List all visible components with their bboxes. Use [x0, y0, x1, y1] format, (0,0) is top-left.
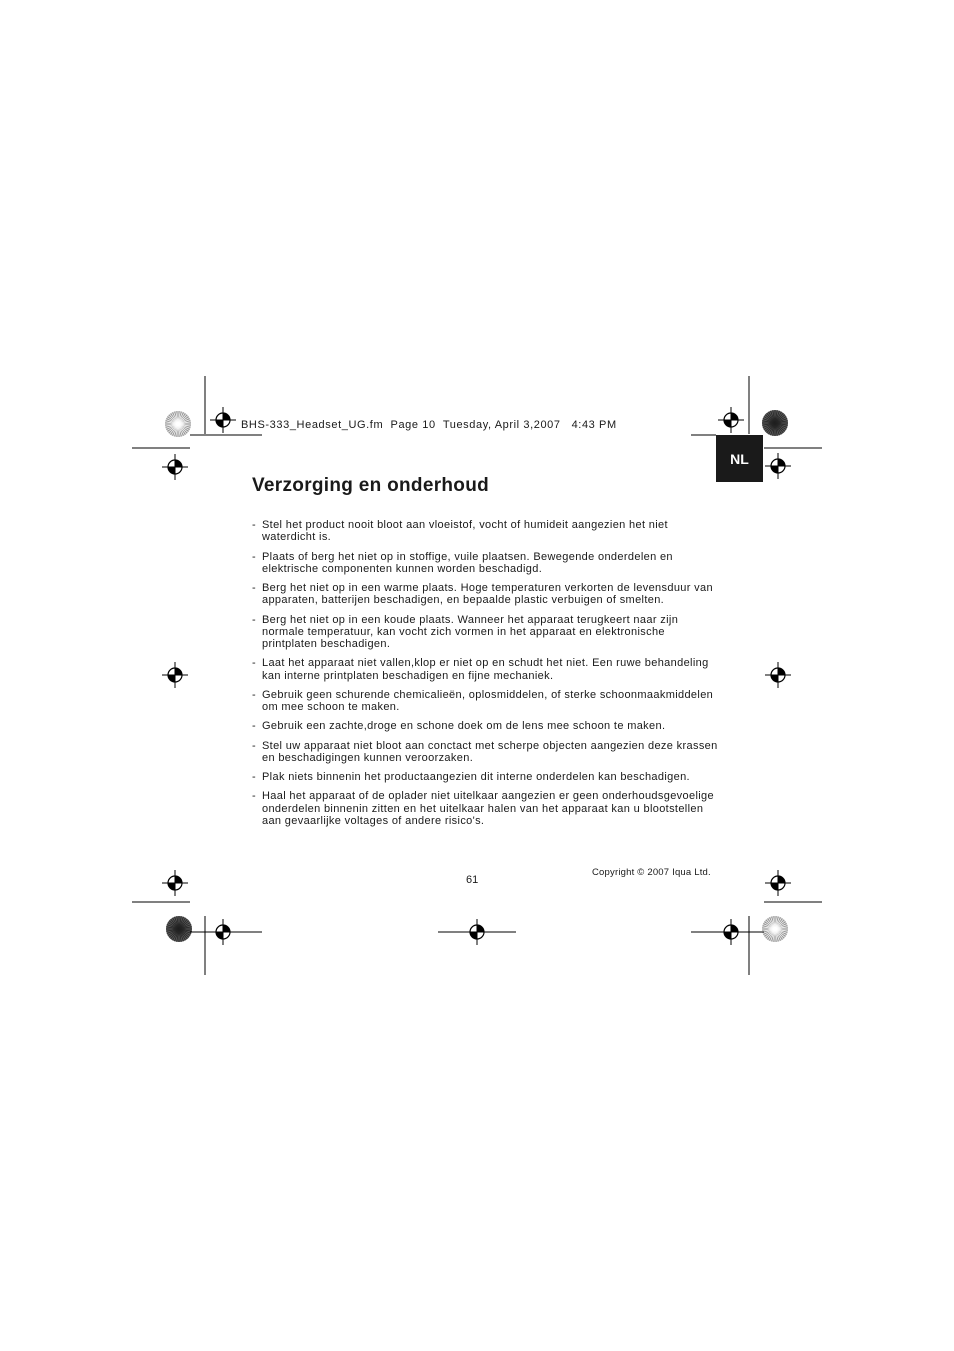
- care-instructions-list: [252, 519, 722, 834]
- list-dash: -: [252, 771, 257, 783]
- list-dash: -: [252, 550, 257, 563]
- list-item-text: Plaats of berg het niet op in stoffige, vuile plaatsen. Bewegende onderdelen en elektrische componenten kunnen worden beschadigd.: [262, 550, 673, 575]
- list-item-text: Stel uw apparaat niet bloot aan conctact met scherpe objecten aangezien deze krassen en beschadigingen kunnen veroorzaken.: [262, 739, 718, 764]
- registration-target-icon: [162, 870, 188, 896]
- list-dash: -: [252, 657, 257, 670]
- list-dash: -: [252, 790, 257, 803]
- list-item-text: Stel het product nooit bloot aan vloeistof, vocht of humideit aangezien het niet waterdicht is.: [262, 519, 668, 544]
- registration-target-icon: [765, 662, 791, 688]
- color-starburst-icon: [762, 410, 788, 436]
- color-starburst-icon: [762, 916, 788, 942]
- registration-target-icon: [162, 454, 188, 480]
- list-dash: -: [252, 720, 257, 733]
- list-item: [252, 657, 722, 682]
- list-item-text: Haal het apparaat of de oplader niet uitelkaar aangezien er geen onderhoudsgevoelige onderdelen binnenin zitten en het uitelkaar halen van het apparaat kan u blootstellen aan gevaarlijke voltages of andere risico's.: [262, 790, 714, 827]
- list-item-text: Gebruik een zachte,droge en schone doek om de lens mee schoon te maken.: [262, 720, 666, 733]
- page-title: Verzorging en onderhoud: [252, 475, 490, 496]
- list-item: [252, 614, 722, 651]
- copyright-notice: Copyright © 2007 Iqua Ltd.: [592, 867, 711, 878]
- color-starburst-icon: [166, 916, 192, 942]
- list-item: [252, 582, 722, 607]
- list-item: [252, 720, 722, 732]
- list-item: [252, 689, 722, 714]
- registration-target-icon: [210, 407, 236, 433]
- list-item: [252, 790, 722, 827]
- list-item-text: Gebruik geen schurende chemicalieën, oplosmiddelen, of sterke schoonmaakmiddelen om mee schoon te maken.: [262, 688, 714, 714]
- registration-target-icon: [162, 662, 188, 688]
- list-dash: -: [252, 688, 257, 701]
- list-dash: -: [252, 613, 257, 626]
- list-item-text: Berg het niet op in een koude plaats. Wanneer het apparaat terugkeert naar zijn normale temperatuur, kan vocht zich vormen in het apparaat en elektronische printplaten beschadigen.: [262, 613, 679, 651]
- list-item-text: Laat het apparaat niet vallen,klop er niet op en schudt het niet. Een ruwe behandeling kan interne printplaten beschadigen en fijne mechaniek.: [262, 657, 709, 682]
- list-item-text: Plak niets binnenin het productaangezien dit interne onderdelen kan beschadigen.: [262, 771, 690, 783]
- list-item: [252, 551, 722, 576]
- registration-target-icon: [718, 407, 744, 433]
- list-item-text: Berg het niet op in een warme plaats. Hoge temperaturen verkorten de levensduur van apparaten, batterijen beschadigen, en bepaalde plastic verbuigen of smelten.: [262, 582, 713, 607]
- list-dash: -: [252, 582, 257, 594]
- print-header: BHS-333_Headset_UG.fm Page 10 Tuesday, April 3,2007 4:43 PM: [241, 419, 617, 431]
- list-dash: -: [252, 739, 257, 752]
- language-tab-label: NL: [730, 450, 749, 467]
- list-item: [252, 771, 722, 783]
- color-starburst-icon: [165, 411, 191, 437]
- language-tab: [716, 435, 763, 482]
- page-number: 61: [466, 874, 479, 886]
- list-item: [252, 519, 722, 544]
- list-item: [252, 740, 722, 765]
- list-dash: -: [252, 519, 257, 531]
- registration-target-icon: [765, 870, 791, 896]
- registration-target-icon: [765, 453, 791, 479]
